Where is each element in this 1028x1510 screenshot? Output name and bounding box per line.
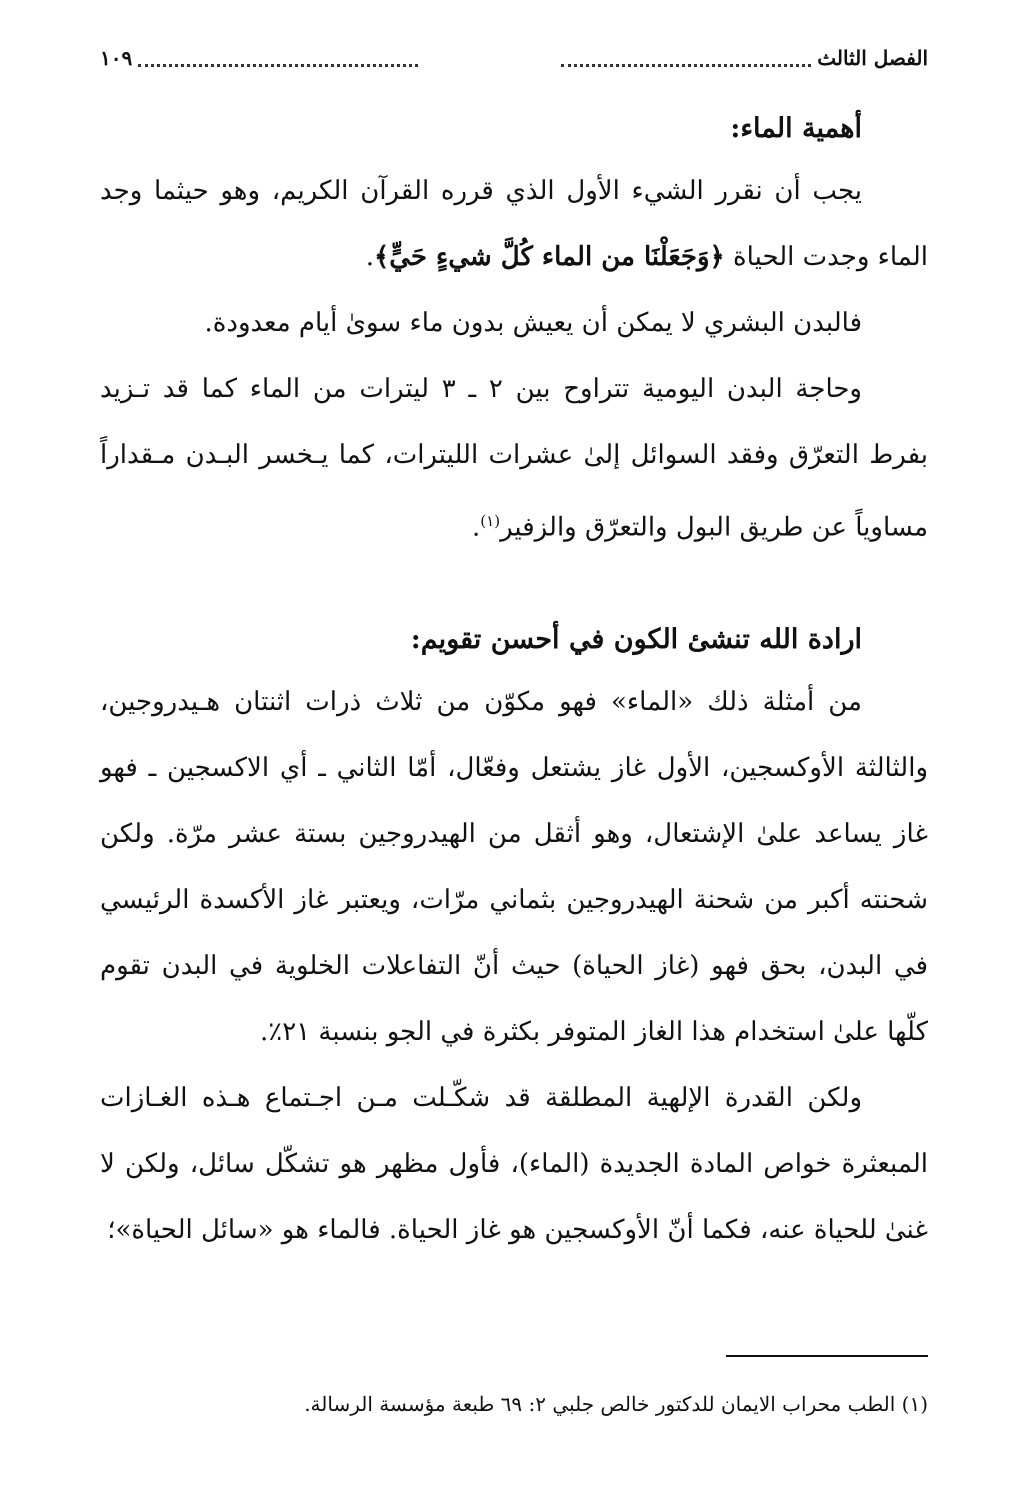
quran-quote: ﴿وَجَعَلْنَا من الماء كُلَّ شيءٍ حَيٍّ﴾: [373, 242, 725, 272]
running-header: [100, 38, 928, 78]
footnote-separator: [726, 1355, 928, 1357]
chapter-title: الفصل الثالث: [817, 46, 928, 70]
main-text: [100, 100, 928, 1263]
paragraph: من أمثلة ذلك «الماء» فهو مكوّن من ثلاث ذرات اثنتان هـيدروجين، والثالثة الأوكسجين، الأول غاز يشتعل وفعّال، أمّا الثاني ـ أي الاكسجين ـ فهو غاز يساعد علىٰ الإشتعال، وهو أثقل من الهيدروجين بستة عشر مرّة. ولكن شحنته أكبر من شحنة الهيدروجين بثماني مرّات، ويعتبر غاز الأكسدة الرئيسي في البدن، بحق فهو (غاز الحياة) حيث أنّ التفاعلات الخلوية في البدن تقوم كلّها علىٰ استخدام هذا الغاز المتوفر بكثرة في الجو بنسبة ٢١٪.: [100, 686, 928, 1047]
paragraph: وحاجة البدن اليومية تتراوح بين ٢ ـ ٣ ليترات من الماء كما قد تـزيد بفرط التعرّق وفقد السوائل إلىٰ عشرات الليترات، كما يـخسر البـدن مـقداراً مساوياً عن طريق البول والتعرّق والزفير$^{(١)}$.: [100, 374, 928, 543]
section-heading-water-importance: أهمية الماء:: [730, 113, 862, 144]
paragraph: يجب أن نقرر الشيء الأول الذي قرره القرآن الكريم، وهو حيثما وجد الماء وجدت الحياة ﴿وَجَعَلْنَا من الماء كُلَّ شيءٍ حَيٍّ﴾.: [100, 176, 928, 272]
paragraph: ولكن القدرة الإلهية المطلقة قد شكّـلت مـن اجـتماع هـذه الغـازات المبعثرة خواص المادة الجديدة (الماء)، فأول مظهر هو تشكّل سائل، ولكن لا غنىٰ للحياة عنه، فكما أنّ الأوكسجين هو غاز الحياة. فالماء هو «سائل الحياة»؛: [100, 1082, 928, 1245]
header-leader-dots-page: [138, 50, 418, 67]
page-number: ١٠٩: [100, 46, 133, 70]
header-leader-dots: [561, 50, 811, 67]
section-heading-divine-will: ارادة الله تنشئ الكون في أحسن تقويم:: [410, 623, 862, 655]
footnote-reference: (١): [480, 512, 501, 530]
paragraph: فالبدن البشري لا يمكن أن يعيش بدون ماء سوىٰ أيام معدودة.: [204, 308, 862, 338]
footnote: (١) الطب محراب الايمان للدكتور خالص جلبي ٢: ٦٩ طبعة مؤسسة الرسالة.: [304, 1392, 928, 1416]
